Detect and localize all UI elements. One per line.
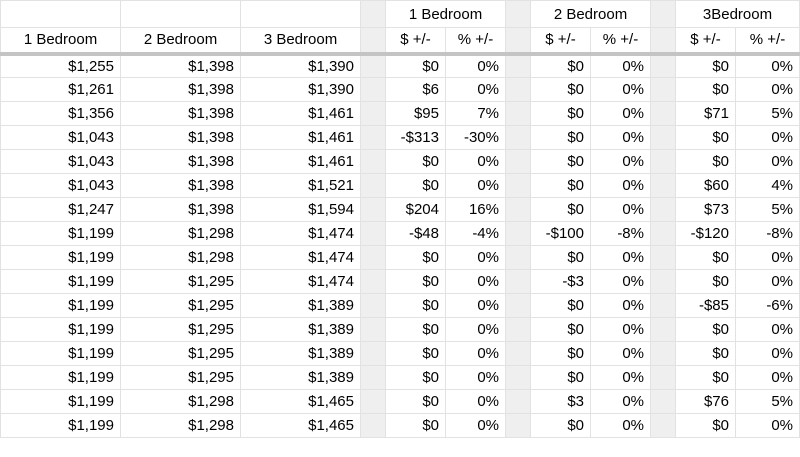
data-cell[interactable]: 0% [591,174,651,198]
spacer-column[interactable] [361,366,386,390]
data-cell[interactable]: $71 [676,102,736,126]
spacer-column[interactable] [506,54,531,78]
spacer-column[interactable] [651,414,676,438]
data-cell[interactable]: $95 [386,102,446,126]
spacer-column[interactable] [651,270,676,294]
data-cell[interactable]: 0% [591,390,651,414]
data-cell[interactable]: -$85 [676,294,736,318]
data-cell[interactable]: -$100 [531,222,591,246]
data-cell[interactable]: $0 [531,198,591,222]
column-header-3br-dollar-change[interactable]: $ +/- [676,28,736,54]
data-cell[interactable]: $1,356 [1,102,121,126]
data-cell[interactable]: $0 [386,270,446,294]
data-cell[interactable]: $0 [676,318,736,342]
spacer-column[interactable] [361,102,386,126]
table-row [1,126,800,150]
data-cell[interactable]: 0% [446,174,506,198]
data-cell[interactable]: 0% [591,150,651,174]
data-cell[interactable]: 0% [591,54,651,78]
data-cell[interactable]: 0% [736,54,800,78]
data-cell[interactable]: $1,465 [241,414,361,438]
group-header-row [1,1,800,28]
data-cell[interactable]: 0% [591,78,651,102]
data-cell[interactable]: 0% [736,150,800,174]
data-cell[interactable]: 0% [446,390,506,414]
data-cell[interactable]: 0% [591,366,651,390]
table-row [1,246,800,270]
spacer-column[interactable] [506,318,531,342]
data-cell[interactable]: $0 [531,294,591,318]
spacer-column[interactable] [361,78,386,102]
spacer-column[interactable] [651,1,676,28]
data-cell[interactable]: $0 [386,54,446,78]
spacer-column[interactable] [361,342,386,366]
spacer-column[interactable] [651,318,676,342]
spacer-column[interactable] [506,150,531,174]
spacer-column[interactable] [651,342,676,366]
data-cell[interactable]: 0% [446,342,506,366]
spacer-column[interactable] [651,198,676,222]
data-cell[interactable]: $0 [531,102,591,126]
data-cell[interactable]: 0% [736,270,800,294]
spacer-column[interactable] [506,294,531,318]
data-cell[interactable]: $1,298 [121,222,241,246]
column-header-2br-percent-change[interactable]: % +/- [591,28,651,54]
data-cell[interactable]: 5% [736,198,800,222]
spacer-column[interactable] [506,270,531,294]
data-cell[interactable]: $0 [676,246,736,270]
data-cell[interactable]: $6 [386,78,446,102]
data-cell[interactable]: $1,247 [1,198,121,222]
data-cell[interactable]: 0% [591,414,651,438]
data-cell[interactable]: $1,594 [241,198,361,222]
spacer-column[interactable] [651,54,676,78]
data-cell[interactable]: $0 [531,78,591,102]
spacer-column[interactable] [361,246,386,270]
spacer-column[interactable] [361,414,386,438]
data-cell[interactable]: $1,043 [1,150,121,174]
spacer-column[interactable] [361,294,386,318]
spacer-column[interactable] [651,78,676,102]
spacer-column[interactable] [506,1,531,28]
spacer-column[interactable] [506,366,531,390]
table-row [1,414,800,438]
data-cell[interactable]: $0 [676,366,736,390]
data-cell[interactable]: $1,199 [1,414,121,438]
data-cell[interactable]: $1,474 [241,270,361,294]
data-cell[interactable]: $1,298 [121,390,241,414]
data-cell[interactable]: 0% [736,318,800,342]
data-cell[interactable]: 0% [446,246,506,270]
data-cell[interactable]: $0 [386,414,446,438]
spacer-column[interactable] [361,150,386,174]
data-cell[interactable]: $1,389 [241,366,361,390]
data-cell[interactable]: $0 [531,414,591,438]
data-cell[interactable]: $1,043 [1,174,121,198]
data-cell[interactable]: $1,398 [121,198,241,222]
table-row [1,342,800,366]
spacer-column[interactable] [361,198,386,222]
data-cell[interactable]: $1,474 [241,222,361,246]
column-header-3br-percent-change[interactable]: % +/- [736,28,800,54]
data-cell[interactable]: $1,043 [1,126,121,150]
data-cell[interactable]: 0% [591,294,651,318]
spacer-column[interactable] [361,390,386,414]
spacer-column[interactable] [651,390,676,414]
data-cell[interactable]: 5% [736,390,800,414]
spacer-column[interactable] [361,1,386,28]
data-cell[interactable]: $0 [386,174,446,198]
data-cell[interactable]: $60 [676,174,736,198]
data-cell[interactable]: $1,389 [241,294,361,318]
data-cell[interactable]: -6% [736,294,800,318]
data-cell[interactable]: $0 [676,270,736,294]
spacer-column[interactable] [506,222,531,246]
data-cell[interactable]: $1,199 [1,270,121,294]
spacer-column[interactable] [506,342,531,366]
spacer-column[interactable] [651,246,676,270]
table-row [1,174,800,198]
group-header-1-bedroom[interactable]: 1 Bedroom [386,1,506,28]
data-cell[interactable]: $1,398 [121,150,241,174]
data-cell[interactable]: $0 [676,126,736,150]
data-cell[interactable]: $0 [531,174,591,198]
data-cell[interactable]: $73 [676,198,736,222]
spacer-column[interactable] [506,78,531,102]
data-cell[interactable]: $0 [531,246,591,270]
spacer-column[interactable] [361,222,386,246]
data-cell[interactable]: $1,465 [241,390,361,414]
data-cell[interactable]: $0 [531,318,591,342]
data-cell[interactable]: 0% [591,318,651,342]
spacer-column[interactable] [651,102,676,126]
data-cell[interactable]: $0 [386,366,446,390]
spacer-column[interactable] [506,174,531,198]
data-cell[interactable]: $1,474 [241,246,361,270]
data-cell[interactable]: $0 [531,54,591,78]
spacer-column[interactable] [506,390,531,414]
table-row [1,150,800,174]
data-cell[interactable]: $0 [386,318,446,342]
spacer-column[interactable] [506,126,531,150]
data-cell[interactable]: $1,199 [1,390,121,414]
data-cell[interactable]: $1,389 [241,318,361,342]
data-cell[interactable]: $1,298 [121,246,241,270]
table-row [1,390,800,414]
data-cell[interactable]: 0% [446,270,506,294]
data-cell[interactable]: 0% [446,294,506,318]
spacer-column[interactable] [651,28,676,54]
data-cell[interactable]: 0% [591,342,651,366]
spacer-column[interactable] [506,246,531,270]
data-cell[interactable]: $1,298 [121,414,241,438]
data-cell[interactable]: $0 [531,150,591,174]
data-cell[interactable]: 0% [736,126,800,150]
data-cell[interactable]: -$120 [676,222,736,246]
data-cell[interactable]: 0% [736,414,800,438]
data-cell[interactable]: $1,295 [121,366,241,390]
table-row [1,294,800,318]
column-header-1br-percent-change[interactable]: % +/- [446,28,506,54]
data-cell[interactable]: $0 [386,246,446,270]
data-cell[interactable]: -30% [446,126,506,150]
spacer-column[interactable] [506,28,531,54]
data-cell[interactable]: $1,199 [1,366,121,390]
data-cell[interactable]: $1,398 [121,102,241,126]
data-cell[interactable]: $0 [676,78,736,102]
data-cell[interactable]: $1,390 [241,54,361,78]
data-cell[interactable]: $1,389 [241,342,361,366]
column-header-row [1,28,800,54]
cell[interactable] [1,1,121,28]
spacer-column[interactable] [651,150,676,174]
data-cell[interactable]: 7% [446,102,506,126]
data-cell[interactable]: $0 [676,150,736,174]
spacer-column[interactable] [361,126,386,150]
data-cell[interactable]: 4% [736,174,800,198]
data-cell[interactable]: 0% [736,342,800,366]
column-header-2-bedroom[interactable]: 2 Bedroom [121,28,241,54]
column-header-3-bedroom[interactable]: 3 Bedroom [241,28,361,54]
data-cell[interactable]: 5% [736,102,800,126]
data-cell[interactable]: $1,199 [1,294,121,318]
data-cell[interactable]: -$3 [531,270,591,294]
data-cell[interactable]: -8% [736,222,800,246]
data-cell[interactable]: $1,390 [241,78,361,102]
data-cell[interactable]: 0% [736,246,800,270]
group-header-2-bedroom[interactable]: 2 Bedroom [531,1,651,28]
spacer-column[interactable] [651,126,676,150]
data-cell[interactable]: $3 [531,390,591,414]
data-cell[interactable]: $0 [676,414,736,438]
data-cell[interactable]: $0 [386,342,446,366]
data-cell[interactable]: $1,461 [241,150,361,174]
data-cell[interactable]: 16% [446,198,506,222]
data-cell[interactable]: $0 [676,342,736,366]
table-row [1,366,800,390]
data-cell[interactable]: $1,461 [241,102,361,126]
data-cell[interactable]: $0 [386,150,446,174]
column-header-1-bedroom[interactable]: 1 Bedroom [1,28,121,54]
spacer-column[interactable] [361,318,386,342]
data-cell[interactable]: 0% [446,54,506,78]
data-cell[interactable]: 0% [591,270,651,294]
table-row [1,198,800,222]
data-cell[interactable]: 0% [591,126,651,150]
data-cell[interactable]: $1,295 [121,318,241,342]
spacer-column[interactable] [361,54,386,78]
data-cell[interactable]: -4% [446,222,506,246]
data-cell[interactable]: 0% [591,198,651,222]
table-row [1,78,800,102]
data-cell[interactable]: -$313 [386,126,446,150]
table-row [1,270,800,294]
data-cell[interactable]: $0 [531,342,591,366]
data-cell[interactable]: 0% [446,150,506,174]
data-cell[interactable]: $0 [676,54,736,78]
spacer-column[interactable] [651,222,676,246]
column-header-2br-dollar-change[interactable]: $ +/- [531,28,591,54]
data-cell[interactable]: $1,398 [121,174,241,198]
cell[interactable] [121,1,241,28]
data-cell[interactable]: 0% [736,78,800,102]
spacer-column[interactable] [361,28,386,54]
data-cell[interactable]: 0% [591,246,651,270]
data-cell[interactable]: $1,199 [1,222,121,246]
data-cell[interactable]: $1,295 [121,342,241,366]
data-cell[interactable]: 0% [446,78,506,102]
data-cell[interactable]: $1,521 [241,174,361,198]
spacer-column[interactable] [651,366,676,390]
spacer-column[interactable] [506,102,531,126]
data-cell[interactable]: $1,295 [121,294,241,318]
data-cell[interactable]: $1,261 [1,78,121,102]
spacer-column[interactable] [651,294,676,318]
data-cell[interactable]: $1,255 [1,54,121,78]
data-cell[interactable]: $0 [386,294,446,318]
data-cell[interactable]: 0% [446,366,506,390]
table-row [1,222,800,246]
data-cell[interactable]: -$48 [386,222,446,246]
data-cell[interactable]: $1,199 [1,342,121,366]
table-row [1,102,800,126]
data-cell[interactable]: 0% [591,102,651,126]
data-cell[interactable]: $1,398 [121,54,241,78]
data-cell[interactable]: -8% [591,222,651,246]
data-cell[interactable]: 0% [446,414,506,438]
data-cell[interactable]: $1,398 [121,126,241,150]
data-cell[interactable]: $0 [531,366,591,390]
column-header-1br-dollar-change[interactable]: $ +/- [386,28,446,54]
table-row [1,318,800,342]
spacer-column[interactable] [651,174,676,198]
data-cell[interactable]: $76 [676,390,736,414]
data-cell[interactable]: $1,398 [121,78,241,102]
cell[interactable] [241,1,361,28]
spacer-column[interactable] [361,270,386,294]
spacer-column[interactable] [506,198,531,222]
data-cell[interactable]: $204 [386,198,446,222]
data-cell[interactable]: $1,199 [1,318,121,342]
data-cell[interactable]: 0% [446,318,506,342]
data-cell[interactable]: $0 [531,126,591,150]
data-cell[interactable]: $1,199 [1,246,121,270]
group-header-3-bedroom[interactable]: 3Bedroom [676,1,800,28]
data-cell[interactable]: $1,461 [241,126,361,150]
spacer-column[interactable] [506,414,531,438]
data-cell[interactable]: $1,295 [121,270,241,294]
data-cell[interactable]: 0% [736,366,800,390]
table-row [1,54,800,78]
data-cell[interactable]: $0 [386,390,446,414]
spacer-column[interactable] [361,174,386,198]
